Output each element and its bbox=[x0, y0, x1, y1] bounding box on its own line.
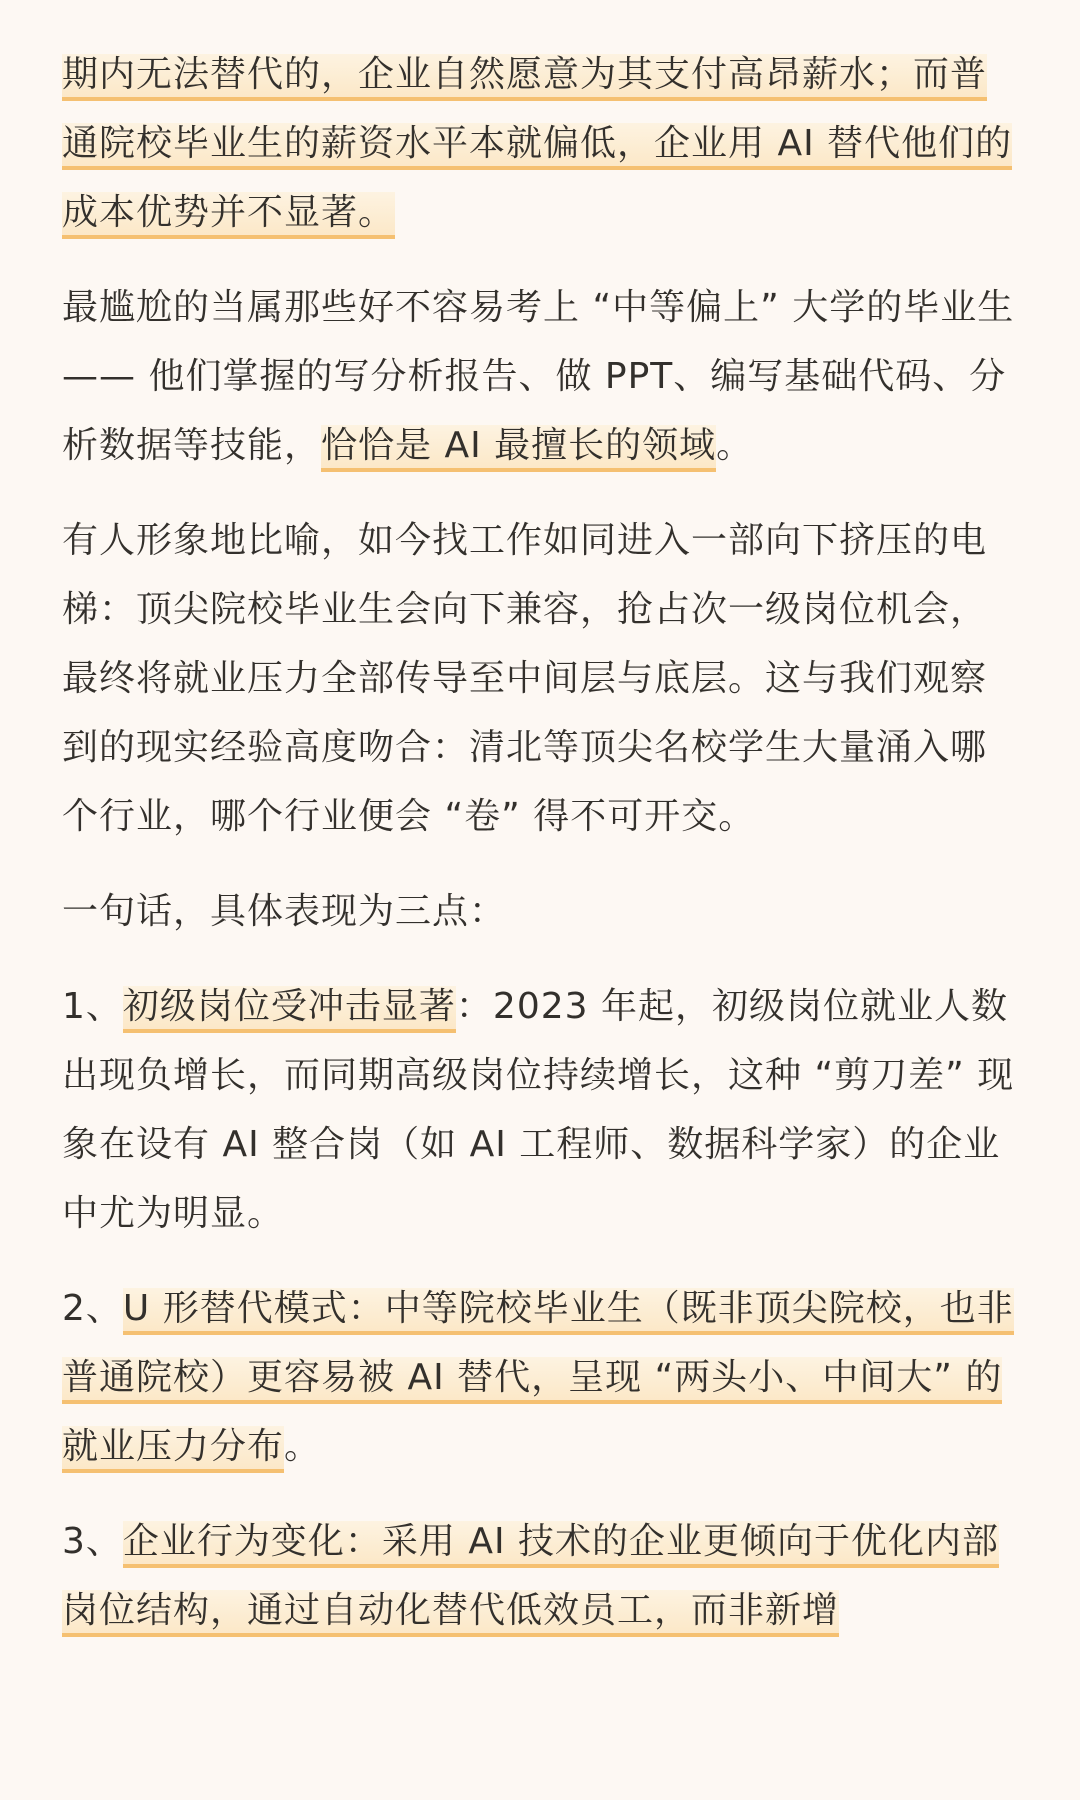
highlighted-text: 恰恰是 AI 最擅长的领域 bbox=[321, 425, 716, 472]
paragraph-summary-intro bbox=[62, 877, 1018, 946]
paragraph-text: ：2023 年起，初级岗位就业人数出现负增长，而同期高级岗位持续增长，这种 “剪刀差” 现象在设有 AI 整合岗（如 AI 工程师、数据科学家）的企业中尤为明显。 bbox=[62, 986, 1015, 1234]
list-item-point-3 bbox=[62, 1507, 1018, 1645]
highlighted-text: U 形替代模式：中等院校毕业生（既非顶尖院校，也非普通院校）更容易被 AI 替代，呈现 “两头小、中间大” 的就业压力分布 bbox=[62, 1288, 1014, 1473]
list-number: 2、 bbox=[62, 1288, 123, 1329]
list-item-point-2 bbox=[62, 1274, 1018, 1481]
paragraph-text: 。 bbox=[716, 425, 754, 466]
highlighted-text: 企业行为变化：采用 AI 技术的企业更倾向于优化内部岗位结构，通过自动化替代低效员工，而非新增 bbox=[62, 1521, 999, 1637]
paragraph-text: 。 bbox=[284, 1426, 322, 1467]
paragraph-text: 有人形象地比喻，如今找工作如同进入一部向下挤压的电梯：顶尖院校毕业生会向下兼容，抢占次一级岗位机会，最终将就业压力全部传导至中间层与底层。这与我们观察到的现实经验高度吻合：清北等顶尖名校学生大量涌入哪个行业，哪个行业便会 “卷” 得不可开交。 bbox=[62, 520, 988, 837]
paragraph-elevator-metaphor bbox=[62, 506, 1018, 851]
paragraph-text: 最尴尬的当属那些好不容易考上 “中等偏上” 大学的毕业生 —— 他们掌握的写分析报告、做 PPT、编写基础代码、分析数据等技能， bbox=[62, 287, 1015, 466]
list-number: 3、 bbox=[62, 1521, 123, 1562]
paragraph-text: 一句话，具体表现为三点： bbox=[62, 891, 507, 932]
paragraph-middle-graduates bbox=[62, 273, 1018, 480]
paragraph-salary bbox=[62, 40, 1018, 247]
highlighted-text: 期内无法替代的，企业自然愿意为其支付高昂薪水；而普通院校毕业生的薪资水平本就偏低，企业用 AI 替代他们的成本优势并不显著。 bbox=[62, 54, 1012, 239]
highlighted-text: 初级岗位受冲击显著 bbox=[123, 986, 456, 1033]
list-item-point-1 bbox=[62, 972, 1018, 1248]
list-number: 1、 bbox=[62, 986, 123, 1027]
